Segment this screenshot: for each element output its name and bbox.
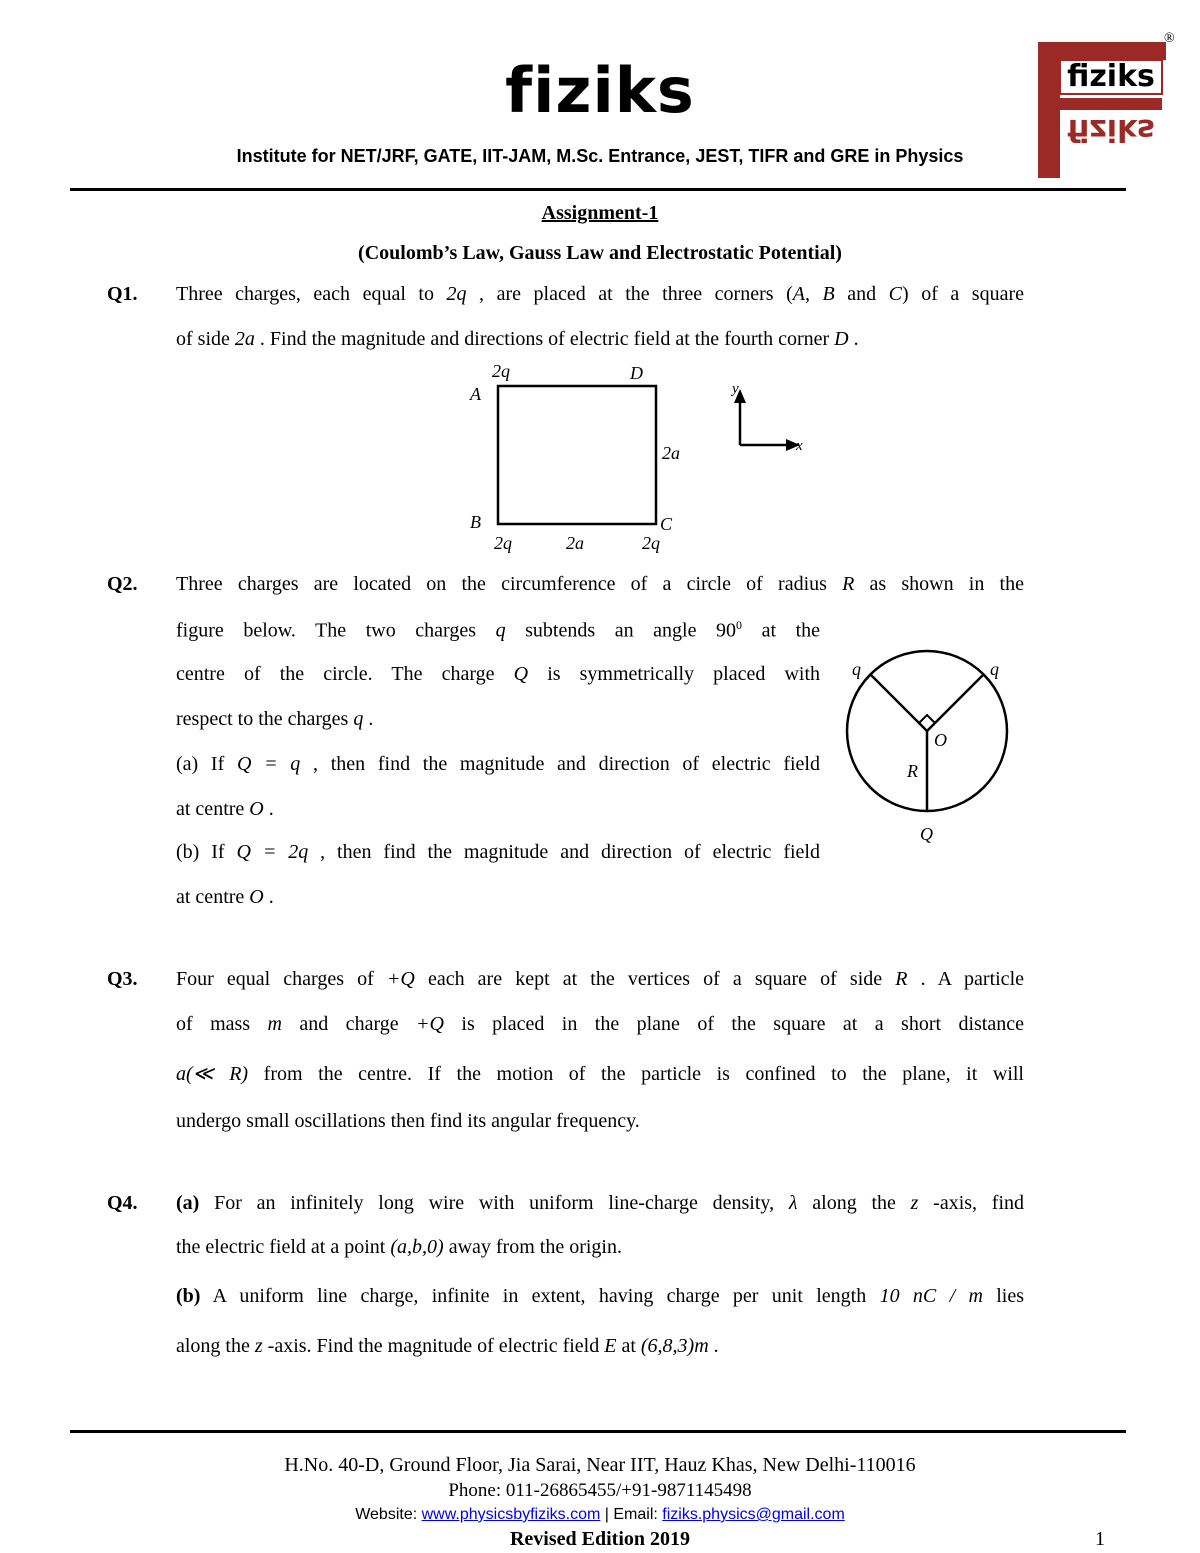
q1-line-1: Three charges, each equal to 2q , are placed at the three corners (A, B and C) of a square (176, 283, 1025, 305)
logo-text-top: fiziks (1067, 59, 1155, 94)
question-number: Q1. (107, 283, 138, 305)
radius-R: R (907, 761, 918, 781)
q2-circle-figure (830, 645, 1030, 855)
label-D: D (630, 363, 643, 383)
question-number: Q3. (107, 968, 138, 990)
q2-line-3: centre of the circle. The charge Q is symmetrically placed with (176, 663, 821, 685)
axis-y-label: y (732, 381, 739, 397)
charge-C: 2q (642, 533, 660, 553)
q2-line-4: respect to the charges q . (176, 708, 374, 730)
fiziks-logo (1030, 28, 1180, 183)
charge-q-left: q (852, 659, 861, 679)
registered-mark: ® (1164, 31, 1175, 46)
label-B: B (470, 512, 481, 532)
side-label-right: 2a (662, 443, 680, 463)
q4-line-3: (b) A uniform line charge, infinite in extent, having charge per unit length 10 nC / m lies (176, 1285, 1025, 1307)
charge-Q: Q (920, 824, 933, 844)
logo-bar-middle (1060, 98, 1162, 110)
q3-line-4: undergo small oscillations then find its angular frequency. (176, 1110, 640, 1132)
q3-line-3: a(≪ R) from the centre. If the motion of the particle is confined to the plane, it will (176, 1063, 1024, 1085)
q2-line-2: figure below. The two charges q subtends an angle $90^0$ at the (176, 618, 821, 642)
question-number: Q2. (107, 573, 138, 595)
revised-edition: Revised Edition 2019 (509, 1528, 691, 1550)
side-label-bottom: 2a (566, 533, 584, 553)
assignment-title: Assignment-1 (541, 202, 659, 224)
q4-line-4: along the z -axis. Find the magnitude of electric field E at (6,8,3)m . (176, 1335, 719, 1357)
brand-title: fiziks (505, 54, 695, 127)
footer-contact: Website: www.physicsbyfiziks.com | Email: fiziks.physics@gmail.com (355, 1506, 845, 1523)
q1-line-2: of side 2a . Find the magnitude and directions of electric field at the fourth corner D . (176, 328, 859, 350)
centre-O: O (934, 730, 947, 750)
q2-line-1: Three charges are located on the circumference of a circle of radius R as shown in the (176, 573, 1024, 595)
q4-line-2: the electric field at a point (a,b,0) away from the origin. (176, 1236, 622, 1258)
assignment-topic: (Coulomb’s Law, Gauss Law and Electrostatic Potential) (358, 242, 842, 264)
label-A: A (470, 384, 481, 404)
logo-bar-vertical (1038, 42, 1060, 178)
page-number: 1 (1095, 1528, 1105, 1550)
charge-B: 2q (494, 533, 512, 553)
logo-bar-top (1038, 42, 1166, 60)
label-C: C (660, 514, 673, 534)
q2-line-5: (a) If Q = q , then find the magnitude and direction of electric field (176, 753, 820, 775)
question-number: Q4. (107, 1192, 138, 1214)
logo-text-mirrored: fiziks (1067, 112, 1155, 147)
right-angle-marker (919, 715, 935, 723)
charge-q-right: q (990, 659, 999, 679)
q2-line-8: at centre O . (176, 886, 274, 908)
q2-line-7: (b) If Q = 2q , then find the magnitude and direction of electric field (176, 841, 820, 863)
footer-rule (70, 1430, 1126, 1433)
axis-x-label: x (796, 438, 803, 454)
square-shape (498, 386, 656, 524)
q2-line-6: at centre O . (176, 798, 274, 820)
website-link[interactable]: www.physicsbyfiziks.com (421, 1506, 601, 1523)
q3-line-2: of mass m and charge +Q is placed in the plane of the square at a short distance (176, 1013, 1024, 1035)
q4-line-1: (a) For an infinitely long wire with uniform line-charge density, λ along the z -axis, find (176, 1192, 1024, 1214)
charge-A: 2q (492, 361, 510, 381)
email-link[interactable]: fiziks.physics@gmail.com (662, 1506, 845, 1523)
q3-line-1: Four equal charges of +Q each are kept at the vertices of a square of side R . A particle (176, 968, 1024, 990)
institute-tagline: Institute for NET/JRF, GATE, IIT-JAM, M.Sc. Entrance, JEST, TIFR and GRE in Physics (236, 146, 964, 166)
footer-phone: Phone: 011-26865455/+91-9871145498 (448, 1480, 752, 1501)
footer-address: H.No. 40-D, Ground Floor, Jia Sarai, Near IIT, Hauz Khas, New Delhi-110016 (284, 1454, 916, 1476)
header-rule (70, 188, 1126, 191)
q1-square-figure (440, 355, 840, 560)
